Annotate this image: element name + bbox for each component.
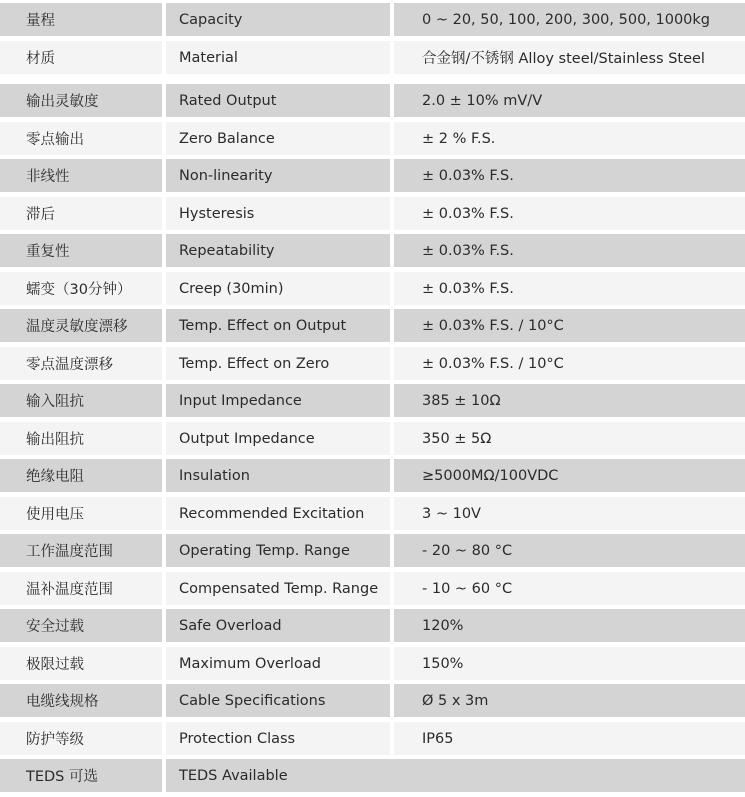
spec-label-en: Repeatability	[166, 234, 390, 267]
spec-label-cn: 重复性	[0, 234, 162, 267]
spec-label-en: Output Impedance	[166, 422, 390, 455]
spec-label-en: Compensated Temp. Range	[166, 572, 390, 605]
spec-label-en: Hysteresis	[166, 197, 390, 230]
spec-label-cn: 工作温度范围	[0, 534, 162, 567]
spec-value: 350 ± 5Ω	[394, 422, 745, 455]
spec-value: 3 ~ 10V	[394, 497, 745, 530]
spec-label-en: Temp. Effect on Zero	[166, 347, 390, 380]
spec-label-cn: 零点温度漂移	[0, 347, 162, 380]
spec-label-cn: 量程	[0, 3, 162, 36]
spec-row-input-impedance	[0, 384, 745, 417]
spec-label-cn: 输出灵敏度	[0, 84, 162, 117]
spec-row-rated-output	[0, 84, 745, 117]
spec-label-cn: 温度灵敏度漂移	[0, 309, 162, 342]
spec-value: 150%	[394, 647, 745, 680]
spec-label-cn: 非线性	[0, 159, 162, 192]
spec-label-en: Operating Temp. Range	[166, 534, 390, 567]
spec-label-en: Input Impedance	[166, 384, 390, 417]
spec-row-excitation	[0, 497, 745, 530]
spec-label-cn: 温补温度范围	[0, 572, 162, 605]
spec-value: ≥5000MΩ/100VDC	[394, 459, 745, 492]
spec-label-en: Safe Overload	[166, 609, 390, 642]
spec-label-cn: 零点输出	[0, 122, 162, 155]
spec-row-material	[0, 41, 745, 74]
spec-row-non-linearity	[0, 159, 745, 192]
spec-label-en: Capacity	[166, 3, 390, 36]
spec-value: 合金钢/不锈钢 Alloy steel/Stainless Steel	[394, 41, 745, 74]
spec-row-compensated-temp	[0, 572, 745, 605]
spec-row-operating-temp	[0, 534, 745, 567]
spec-value: 120%	[394, 609, 745, 642]
spec-row-teds	[0, 759, 745, 792]
spec-label-cn: 绝缘电阻	[0, 459, 162, 492]
spec-label-cn: 使用电压	[0, 497, 162, 530]
spec-label-cn: 电缆线规格	[0, 684, 162, 717]
spec-label-en: Non-linearity	[166, 159, 390, 192]
spec-label-cn: 材质	[0, 41, 162, 74]
spec-label-cn: 蠕变（30分钟）	[0, 272, 162, 305]
spec-value: ± 0.03% F.S. / 10°C	[394, 347, 745, 380]
spec-label-en: TEDS Available	[166, 759, 745, 792]
spec-label-en: Temp. Effect on Output	[166, 309, 390, 342]
spec-label-en: Recommended Excitation	[166, 497, 390, 530]
spec-value: - 20 ~ 80 °C	[394, 534, 745, 567]
spec-value: ± 0.03% F.S. / 10°C	[394, 309, 745, 342]
spec-label-en: Maximum Overload	[166, 647, 390, 680]
spec-label-cn: 输出阻抗	[0, 422, 162, 455]
spec-value: Ø 5 x 3m	[394, 684, 745, 717]
spec-label-cn: 安全过载	[0, 609, 162, 642]
spec-row-zero-balance	[0, 122, 745, 155]
spec-row-insulation	[0, 459, 745, 492]
spec-value: ± 0.03% F.S.	[394, 272, 745, 305]
spec-value: 2.0 ± 10% mV/V	[394, 84, 745, 117]
spec-row-output-impedance	[0, 422, 745, 455]
spec-row-hysteresis	[0, 197, 745, 230]
spec-row-capacity	[0, 3, 745, 36]
spec-value: ± 2 % F.S.	[394, 122, 745, 155]
spec-value: ± 0.03% F.S.	[394, 234, 745, 267]
spec-row-maximum-overload	[0, 647, 745, 680]
spec-label-en: Creep (30min)	[166, 272, 390, 305]
spec-label-en: Rated Output	[166, 84, 390, 117]
spec-row-repeatability	[0, 234, 745, 267]
spec-row-protection-class	[0, 722, 745, 755]
spec-value: - 10 ~ 60 °C	[394, 572, 745, 605]
spec-label-en: Protection Class	[166, 722, 390, 755]
spec-label-cn: 防护等级	[0, 722, 162, 755]
spec-label-cn: 滞后	[0, 197, 162, 230]
spec-value: 0 ~ 20, 50, 100, 200, 300, 500, 1000kg	[394, 3, 745, 36]
spec-row-creep	[0, 272, 745, 305]
spec-value: ± 0.03% F.S.	[394, 197, 745, 230]
spec-value: IP65	[394, 722, 745, 755]
spec-label-cn: TEDS 可选	[0, 759, 162, 792]
spec-value: ± 0.03% F.S.	[394, 159, 745, 192]
spec-row-temp-effect-output	[0, 309, 745, 342]
spec-label-en: Cable Specifications	[166, 684, 390, 717]
spec-row-safe-overload	[0, 609, 745, 642]
spec-label-cn: 输入阻抗	[0, 384, 162, 417]
spec-label-en: Zero Balance	[166, 122, 390, 155]
spec-label-en: Insulation	[166, 459, 390, 492]
spec-label-en: Material	[166, 41, 390, 74]
spec-label-cn: 极限过载	[0, 647, 162, 680]
spec-row-temp-effect-zero	[0, 347, 745, 380]
spec-row-cable	[0, 684, 745, 717]
spec-value: 385 ± 10Ω	[394, 384, 745, 417]
